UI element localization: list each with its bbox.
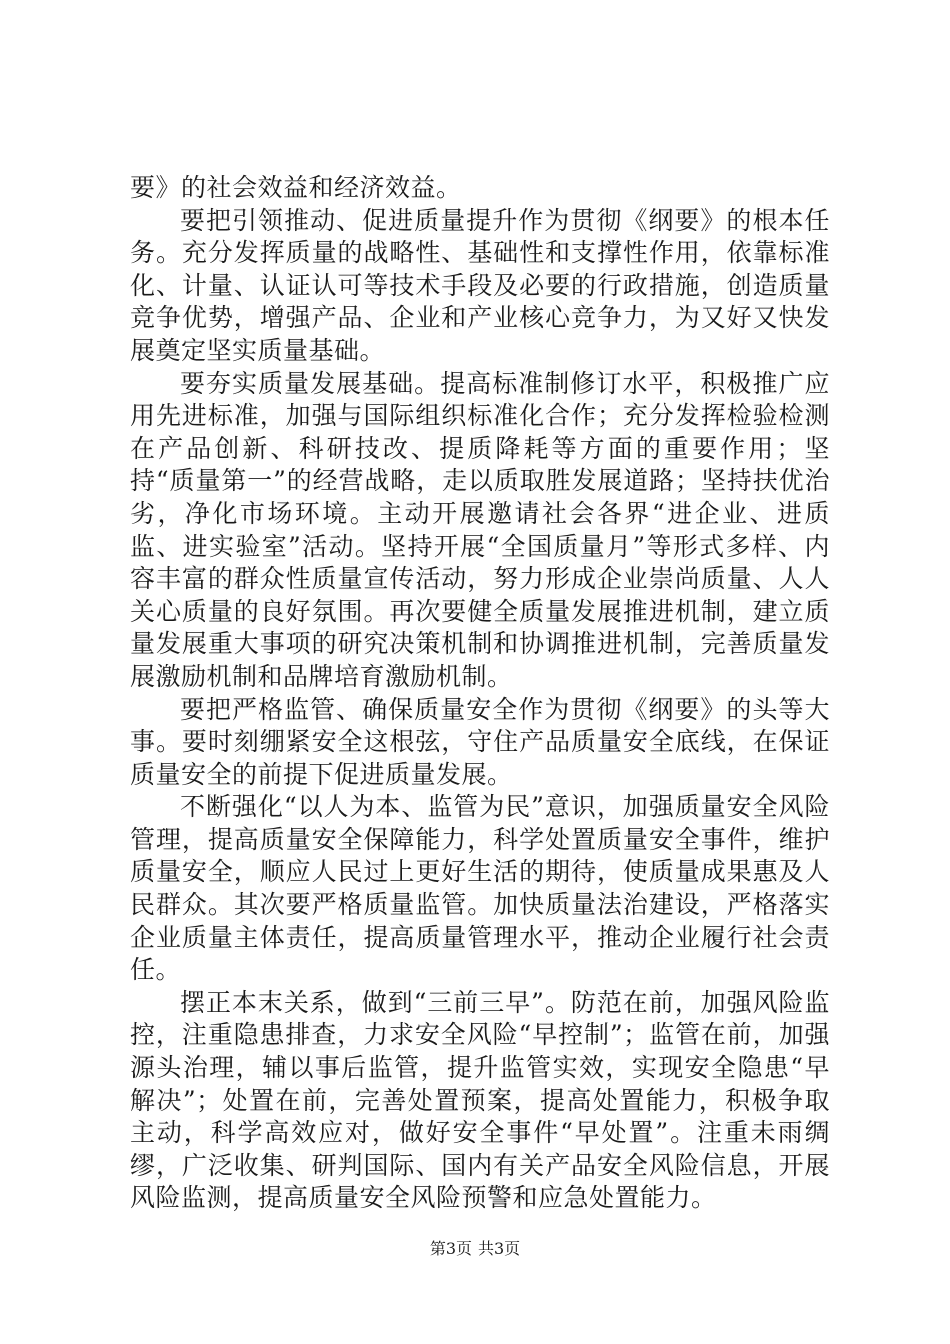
paragraph-continuation: 要》的社会效益和经济效益。 [130, 173, 462, 202]
document-body [130, 172, 830, 1215]
page-total: 共3页 [478, 1239, 521, 1258]
page-footer [0, 1239, 950, 1259]
paragraph: 要把严格监管、确保质量安全作为贯彻《纲要》的头等大事。要时刻绷紧安全这根弦，守住产品质量安全底线，在保证质量安全的前提下促进质量发展。 [130, 694, 830, 789]
paragraph: 要把引领推动、促进质量提升作为贯彻《纲要》的根本任务。充分发挥质量的战略性、基础性和支撑性作用，依靠标准化、计量、认证认可等技术手段及必要的行政措施，创造质量竞争优势，增强产品、企业和产业核心竞争力，为又好又快发展奠定坚实质量基础。 [130, 205, 830, 365]
paragraph: 要夯实质量发展基础。提高标准制修订水平，积极推广应用先进标准，加强与国际组织标准化合作；充分发挥检验检测在产品创新、科研技改、提质降耗等方面的重要作用；坚持“质量第一”的经营战略，走以质取胜发展道路；坚持扶优治劣，净化市场环境。主动开展邀请社会各界“进企业、进质监、进实验室”活动。坚持开展“全国质量月”等形式多样、内容丰富的群众性质量宣传活动，努力形成企业崇尚质量、人人关心质量的良好氛围。再次要健全质量发展推进机制，建立质量发展重大事项的研究决策机制和协调推进机制，完善质量发展激励机制和品牌培育激励机制。 [130, 368, 830, 691]
page-number: 第3页 [429, 1239, 472, 1258]
paragraph: 摆正本末关系，做到“三前三早”。防范在前，加强风险监控，注重隐患排查，力求安全风险“早控制”；监管在前，加强源头治理，辅以事后监管，提升监管实效，实现安全隐患“早解决”；处置在前，完善处置预案，提高处置能力，积极争取主动，科学高效应对，做好安全事件“早处置”。注重未雨绸缪，广泛收集、研判国际、国内有关产品安全风险信息，开展风险监测，提高质量安全风险预警和应急处置能力。 [130, 987, 830, 1213]
paragraph: 不断强化“以人为本、监管为民”意识，加强质量安全风险管理，提高质量安全保障能力，科学处置质量安全事件，维护质量安全，顺应人民过上更好生活的期待，使质量成果惠及人民群众。其次要严格质量监管。加快质量法治建设，严格落实企业质量主体责任，提高质量管理水平，推动企业履行社会责任。 [130, 792, 830, 985]
